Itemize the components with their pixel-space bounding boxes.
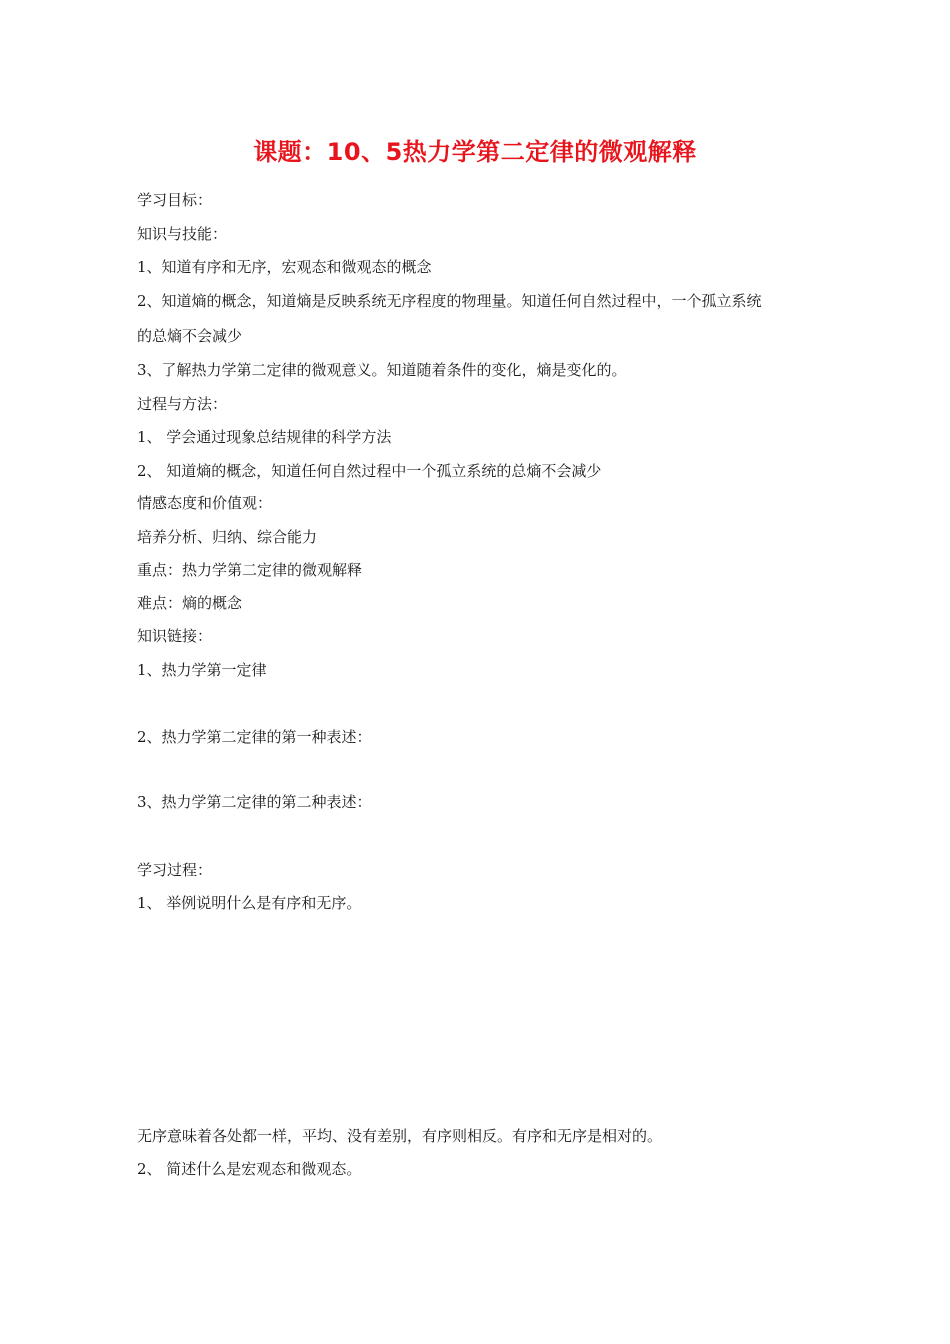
subheading-attitudes-values: 情感态度和价值观： — [137, 494, 273, 512]
subheading-knowledge-skills: 知识与技能： — [137, 225, 228, 243]
process-item-2: 2、 简述什么是宏观态和微观态。 — [137, 1160, 362, 1178]
method-item-1: 1、 学会通过现象总结规律的科学方法 — [137, 428, 392, 446]
section-heading-objectives: 学习目标： — [137, 191, 213, 209]
section-heading-learning-process: 学习过程： — [137, 861, 213, 879]
link-item-2: 2、热力学第二定律的第一种表述： — [137, 728, 372, 746]
key-point: 重点：热力学第二定律的微观解释 — [137, 561, 363, 579]
subheading-process-methods: 过程与方法： — [137, 395, 228, 413]
process-item-1: 1、 举例说明什么是有序和无序。 — [137, 894, 362, 912]
method-item-2: 2、 知道熵的概念，知道任何自然过程中一个孤立系统的总熵不会减少 — [137, 462, 602, 480]
objective-item-1: 1、知道有序和无序，宏观态和微观态的概念 — [137, 258, 432, 276]
process-answer-1: 无序意味着各处都一样，平均、没有差别，有序则相反。有序和无序是相对的。 — [137, 1127, 663, 1145]
page-title: 课题：10、5热力学第二定律的微观解释 — [253, 138, 697, 166]
difficult-point: 难点：熵的概念 — [137, 594, 243, 612]
subheading-knowledge-links: 知识链接： — [137, 627, 213, 645]
objective-item-2: 2、知道熵的概念，知道熵是反映系统无序程度的物理量。知道任何自然过程中，一个孤立系统 — [137, 292, 762, 310]
objective-item-2-continued: 的总熵不会减少 — [137, 327, 243, 345]
link-item-3: 3、热力学第二定律的第二种表述： — [137, 793, 372, 811]
objective-item-3: 3、了解热力学第二定律的微观意义。知道随着条件的变化，熵是变化的。 — [137, 361, 627, 379]
link-item-1: 1、热力学第一定律 — [137, 661, 267, 679]
attitude-item: 培养分析、归纳、综合能力 — [137, 528, 318, 546]
